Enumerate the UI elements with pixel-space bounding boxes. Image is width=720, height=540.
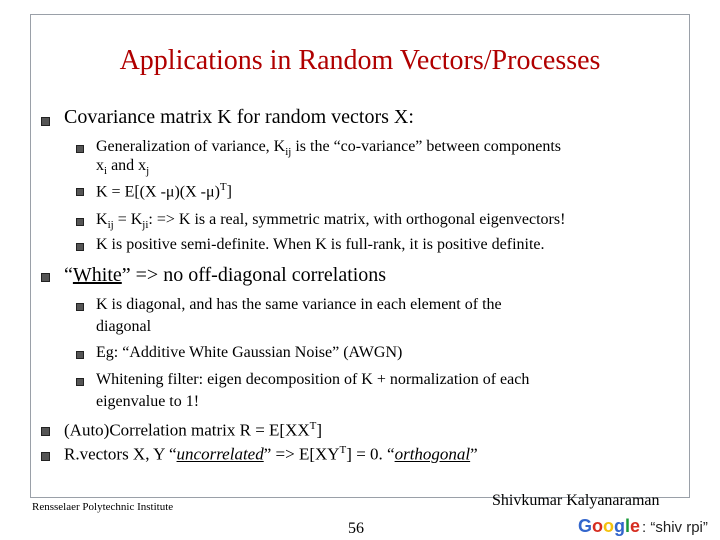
bullet-diagonal-cont: diagonal	[96, 318, 152, 335]
bullet-square-icon	[76, 351, 84, 359]
bullet-square-icon	[41, 427, 50, 436]
bullet-covariance: Covariance matrix K for random vectors X:	[64, 106, 414, 128]
bullet-k-definition: K = E[(X -μ)(X -μ)$^T$]	[96, 181, 232, 201]
page-number: 56	[348, 520, 364, 537]
bullet-diagonal: K is diagonal, and has the same variance in each element of the	[96, 296, 502, 313]
bullet-square-icon	[76, 243, 84, 251]
bullet-square-icon	[76, 378, 84, 386]
footer-author: Shivkumar Kalyanaraman	[492, 492, 660, 509]
bullet-positive-definite: K is positive semi-definite. When K is full-rank, it is positive definite.	[96, 236, 545, 253]
bullet-square-icon	[76, 218, 84, 226]
bullet-square-icon	[41, 452, 50, 461]
bullet-uncorrelated: R.vectors X, Y “uncorrelated” => $E[XY^T] = 0$. “orthogonal”	[64, 444, 478, 464]
bullet-awgn: Eg: “Additive White Gaussian Noise” (AWGN)	[96, 344, 403, 361]
bullet-square-icon	[76, 303, 84, 311]
bullet-square-icon	[41, 273, 50, 282]
bullet-square-icon	[76, 188, 84, 196]
bullet-square-icon	[41, 117, 50, 126]
bullet-generalization-cont: $x_i$ and $x_j$	[96, 157, 150, 178]
bullet-white: “White” => no off-diagonal correlations	[64, 264, 387, 286]
footer-institution: Rensselaer Polytechnic Institute	[32, 501, 174, 513]
google-watermark: Google : “shiv rpi”	[578, 516, 708, 536]
bullet-correlation: (Auto)Correlation matrix $R = E[XX^T]$	[64, 420, 323, 440]
bullet-symmetric: $K_{ij} = K_{ji}$: => K is a real, symmetric matrix, with orthogonal eigenvectors!	[96, 211, 566, 232]
bullet-square-icon	[76, 145, 84, 153]
bullet-whitening: Whitening filter: eigen decomposition of K + normalization of each	[96, 371, 530, 388]
bullet-whitening-cont: eigenvalue to 1!	[96, 393, 200, 410]
bullet-generalization: Generalization of variance, $K_{ij}$ is the “co-variance” between components	[96, 138, 562, 159]
slide-title: Applications in Random Vectors/Processes	[119, 45, 601, 76]
